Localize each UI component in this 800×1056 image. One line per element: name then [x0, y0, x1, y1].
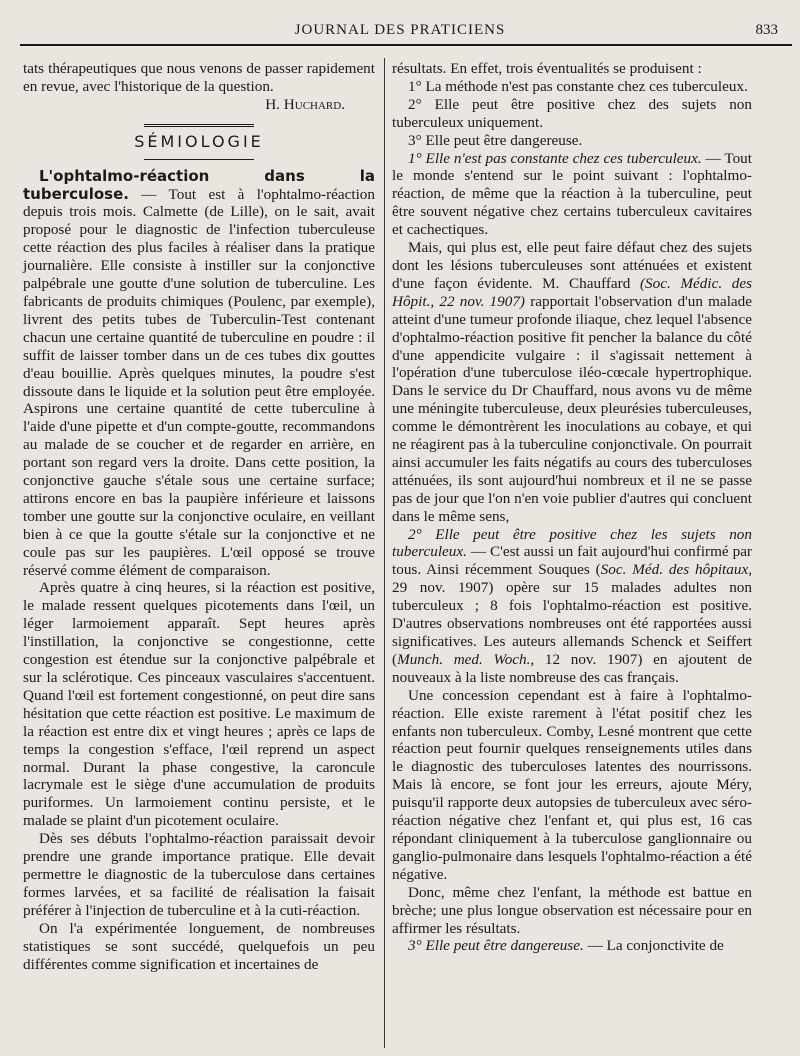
list-item-2: 2° Elle peut être positive chez des sujets non tuberculeux uniquement. [392, 95, 752, 131]
list-item-1: 1° La méthode n'est pas constante chez ces tuberculeux. [408, 77, 748, 95]
subheading-2: 2° Elle peut être positive chez les sujets non tuberculeux. [392, 525, 752, 561]
journal-title: JOURNAL DES PRATICIENS [294, 22, 506, 38]
right-paragraph-4 [392, 526, 752, 687]
right-paragraph-3 [392, 239, 752, 526]
subheading-1: 1° Elle n'est pas constante chez ces tuberculeux. [408, 149, 702, 167]
right-paragraph-2-text: — Tout le monde s'entend sur le point suivant : l'ophtalmo-réaction, de même que la réaction à la tuberculine, peut être souvent négative chez certains tuberculeux cavitaires et cachectiques. [392, 149, 752, 239]
right-paragraph-3-text-b: rapportait l'observation d'un malade atteint d'une tumeur profonde iliaque, chez lequel l'absence d'ophtalmo-réaction positive fit pencher la balance du côté d'une appendicite vulgaire : il s'agissait nettement à l'opération d'une tuberculose iléo-cœcale hypertrophique. Dans le service du Dr Chauffard, nous avons vu de même une méningite tuberculeuse, deux pleurésies tuberculeuses, comme le démontrèrent les inoculations au cobaye, et qui ne réagirent pas à la tuberculine conjonctivale. On pourrait ainsi accumuler les faits négatifs au cours des tuberculoses atténuées, ils sont aujourd'hui nombreux et il ne se passe pas de jour que l'on n'en voie publier d'autres qui concluent dans le même sens, [392, 292, 753, 525]
left-column [23, 60, 375, 973]
section-rule-top [144, 124, 254, 127]
paragraph-1-text: — Tout est à l'ophtalmo-réaction depuis trois mois. Calmette (de Lille), on le sait, avait proposé pour le diagnostic de l'infection tuberculeuse cette réaction des plus faciles à réaliser dans la pratique journalière. Elle consiste à instiller sur la conjonctive palpébrale une goutte d'une solution de tuberculine. Les fabricants de produits chimiques (Poulenc, par exemple), livrent des petits tubes de Tuberculin-Test contenant chacun une certaine quantité de tuberculine en poudre : il suffit de laisser tomber dans un de ces tubes dix gouttes d'eau bouillie. Après quelques minutes, la poudre s'est dissoute dans le liquide et la solution peut être employée. Aspirons une certaine quantité de cette tuberculine à l'aide d'une pipette et d'un compte-goutte, recommandons au malade de se coucher et de regarder en arrière, en portant son regard vers la droite. Dans cette position, la conjonctive gauche s'étale sous une certaine surface; attirons encore en bas la paupière inférieure et laissons tomber une goutte sur la conjonctive oculaire, en veillant bien à ce que la goutte s'étale sur la conjonctive et ne coule pas sur les paupières. L'œil opposé se trouve réservé comme élément de comparaison. [23, 185, 375, 579]
right-paragraph-7 [392, 937, 752, 955]
paragraph-4: On l'a expérimentée longuement, de nombreuses statistiques se sont succédé, quelquefois un peu différentes comme signification et incertaines de [23, 919, 375, 973]
page-number: 833 [755, 22, 778, 38]
paragraph-2: Après quatre à cinq heures, si la réaction est positive, le malade ressent quelques picotements dans l'œil, un léger larmoiement apparaît. Sept heures après l'instillation, la conjonctive se congestionne, cette congestion est étendue sur la conjonctive palpébrale et sur la sclérotique. Ces pinceaux vasculaires s'accentuent. Quand l'œil est fortement congestionné, on peut dire sans hésitation que cette réaction est positive. Le maximum de la réaction est entre dix et vingt heures ; après ce laps de temps la congestion s'efface, l'œil reprend un aspect normal. Durant la phase congestive, la caroncule lacrymale est le siège d'une accumulation de produits puriformes. Un larmoiement continu persiste, et le malade se plaint d'un picotement oculaire. [23, 579, 375, 830]
section-title: SÉMIOLOGIE [134, 131, 264, 151]
right-paragraph-5: Une concession cependant est à faire à l'ophtalmo-réaction. Elle existe rarement à l'état positif chez les enfants non tuberculeux. Comby, Lesné montrent que cette réaction peut fournir quelques renseignements utiles dans le diagnostic des tuberculoses latentes des nourrissons. Mais là encore, se font jour les erreurs, ajoute Méry, puisqu'il rapporte deux autopsies de tuberculeux avec séro-réaction négative chez l'enfant et, qui plus est, 16 cas répondant cliniquement à la tuberculose ganglionnaire ou ganglio-pulmonaire dans lesquels l'ophtalmo-réaction a été négative. [392, 686, 752, 883]
citation-3: Munch. med. Woch., [397, 650, 535, 668]
paragraph-1 [23, 168, 375, 580]
column-divider [384, 58, 385, 1048]
right-paragraph-4-text-a: — C'est aussi un fait aujourd'hui confirmé par tous. Ainsi récemment Souques ( [392, 543, 752, 579]
paragraph-3: Dès ses débuts l'ophtalmo-réaction paraissait devoir prendre une grande importance pratique. Elle devait permettre le diagnostic de la tuberculose dans certaines formes larvées, et sa facilité de réalisation la faisait préférer à l'injection de tuberculine et à la cuti-réaction. [23, 830, 375, 919]
section-rule-bottom [144, 159, 254, 160]
right-paragraph-7-text: — La conjonctivite de [583, 937, 724, 955]
right-column [392, 60, 752, 955]
right-paragraph-1: résultats. En effet, trois éventualités se produisent : [392, 60, 702, 77]
citation-1: (Soc. Médic. des Hôpit., 22 nov. 1907) [392, 274, 752, 310]
section-heading-block [23, 124, 375, 160]
citation-2: Soc. Méd. des hôpitaux, [600, 561, 752, 579]
article-title: L'ophtalmo-réaction dans la tuberculose. [23, 166, 375, 203]
right-paragraph-4-text-c: 12 nov. 1907) en ajoutent de nouveaux à la liste nombreuse des cas français. [392, 650, 752, 686]
intro-text: tats thérapeutiques que nous venons de passer rapidement en revue, avec l'historique de la question. [23, 60, 375, 95]
right-paragraph-3-text-a: Mais, qui plus est, elle peut faire défaut chez des sujets dont les lésions tuberculeuses sont atténuées et existent d'une façon évidente. M. Chauffard [392, 239, 752, 292]
right-paragraph-2 [392, 150, 752, 240]
right-paragraph-6: Donc, même chez l'enfant, la méthode est battue en brèche; une plus longue observation est nécessaire pour en affirmer les résultats. [392, 883, 752, 937]
list-item-3: 3° Elle peut être dangereuse. [408, 131, 583, 149]
running-header [20, 14, 780, 44]
author-signature: H. Huchard. [265, 95, 345, 113]
subheading-3: 3° Elle peut être dangereuse. [408, 937, 584, 955]
right-paragraph-4-text-b: 29 nov. 1907) opère sur 15 malades adultes non tuberculeux ; 8 fois l'ophtalmo-réaction est positive. D'autres observations nombreuses ont été rapportées aussi significatives. Les auteurs allemands Schenck et Seiffert ( [392, 579, 752, 668]
header-rule [20, 44, 792, 46]
